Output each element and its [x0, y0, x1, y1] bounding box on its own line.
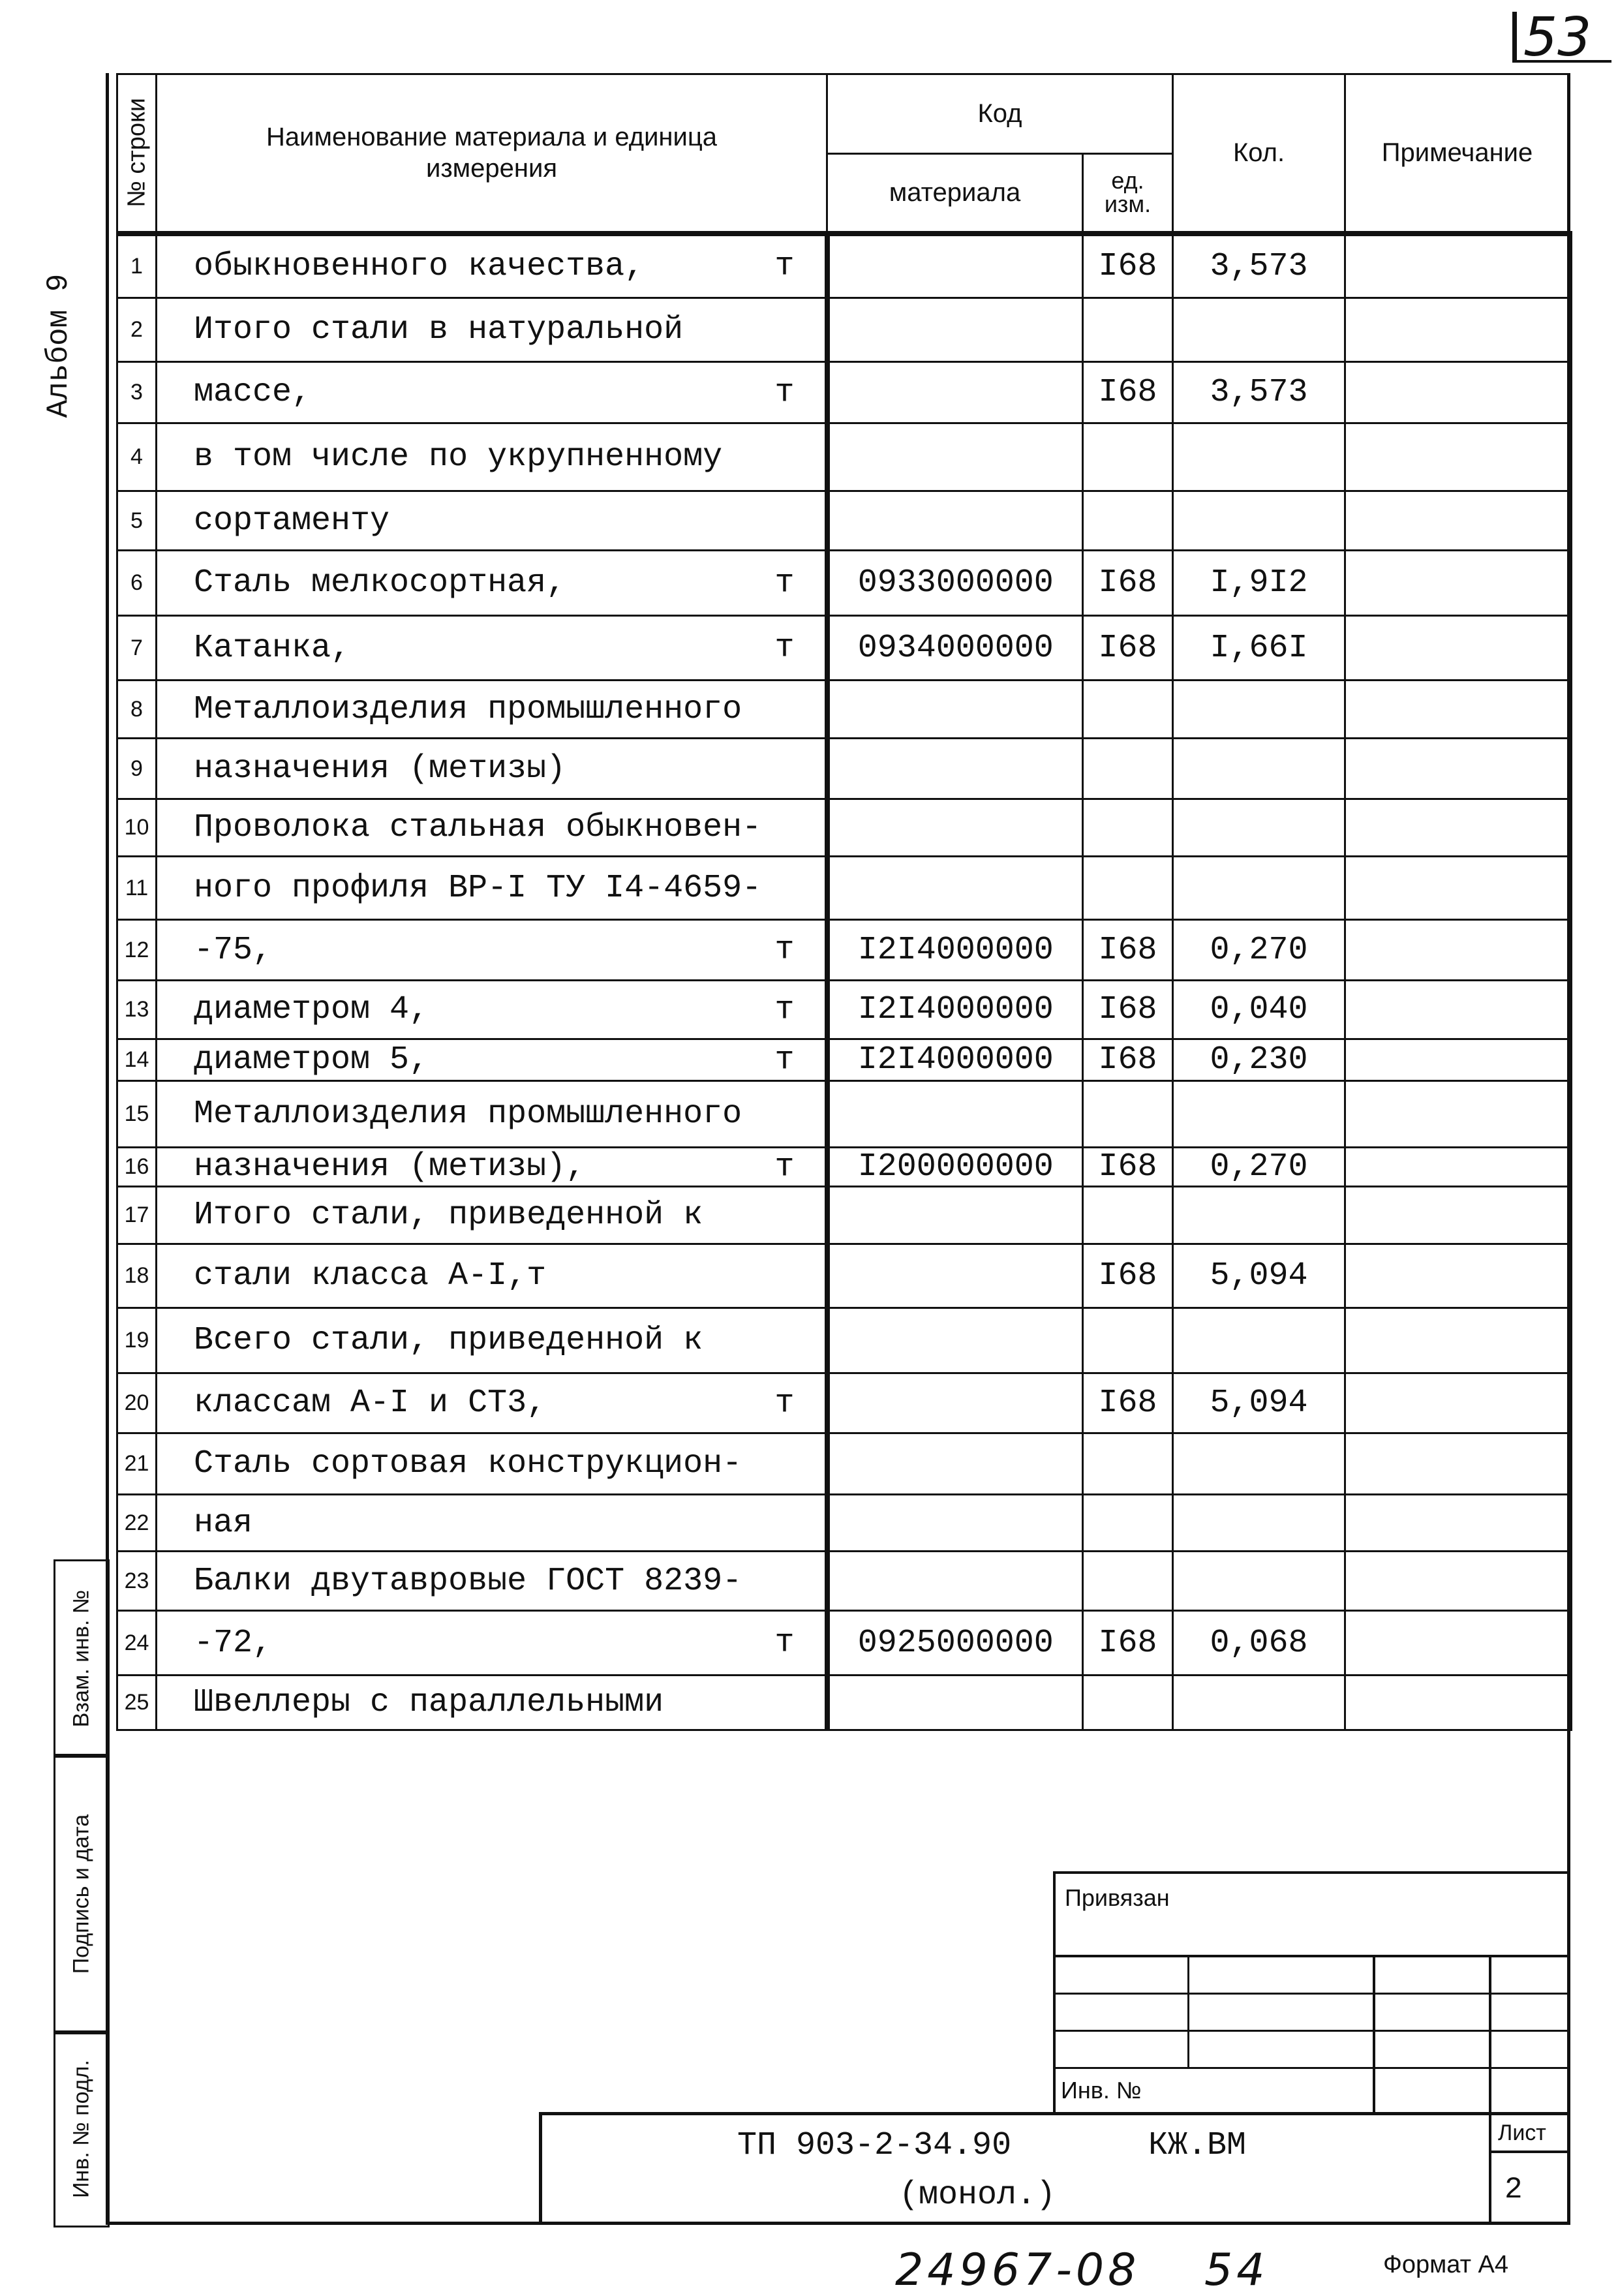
unit-code-cell [1083, 857, 1173, 920]
tb-document-mark: КЖ.ВМ [1148, 2127, 1247, 2164]
table-row [117, 423, 1570, 491]
tb-col-line-2 [1373, 1956, 1375, 2113]
row-number-cell: 18 [117, 1244, 157, 1308]
material-name-text: Швеллеры с параллельными [194, 1684, 664, 1721]
note-cell [1345, 551, 1570, 616]
material-code-cell [827, 1676, 1083, 1730]
unit-code-cell: I68 [1083, 551, 1173, 616]
tb-main-top-line [539, 2112, 1570, 2115]
material-code-cell [827, 423, 1083, 491]
tb-sheet-label: Лист [1498, 2120, 1546, 2145]
note-cell [1345, 739, 1570, 799]
header-note: Примечание [1345, 74, 1570, 234]
quantity-cell [1173, 491, 1345, 551]
note-cell [1345, 681, 1570, 739]
material-name-cell [157, 616, 827, 681]
unit-code-cell [1083, 1495, 1173, 1552]
note-cell [1345, 1552, 1570, 1611]
note-cell [1345, 1244, 1570, 1308]
unit-code-cell: I68 [1083, 920, 1173, 981]
quantity-cell: I,66I [1173, 616, 1345, 681]
material-name-cell [157, 1308, 827, 1373]
album-label [39, 248, 78, 444]
quantity-cell [1173, 1552, 1345, 1611]
material-name-cell [157, 1495, 827, 1552]
unit-code-cell: I68 [1083, 981, 1173, 1039]
note-cell [1345, 1611, 1570, 1676]
unit-code-cell: I68 [1083, 1373, 1173, 1433]
note-cell [1345, 298, 1570, 362]
row-number-cell: 25 [117, 1676, 157, 1730]
unit-word: т [774, 1148, 795, 1186]
unit-code-cell [1083, 1676, 1173, 1730]
unit-code-cell [1083, 799, 1173, 857]
unit-word: т [774, 1041, 795, 1079]
unit-word: т [774, 247, 795, 285]
material-code-cell: I2I4000000 [827, 920, 1083, 981]
unit-code-cell [1083, 1187, 1173, 1244]
note-cell [1345, 1081, 1570, 1148]
handwritten-page-number: 54 [1204, 2244, 1269, 2296]
stamp-sign-date: Подпись и дата [53, 1754, 110, 2034]
material-code-cell [827, 1433, 1083, 1495]
stamp-inv-orig: Инв. № подл. [53, 2030, 110, 2227]
quantity-cell: 0,230 [1173, 1039, 1345, 1081]
note-cell [1345, 491, 1570, 551]
unit-code-cell: I68 [1083, 1039, 1173, 1081]
unit-code-cell [1083, 423, 1173, 491]
material-code-cell: 0925000000 [827, 1611, 1083, 1676]
material-name-text: Металлоизделия промышленного [194, 1095, 742, 1133]
frame-right-line [1567, 73, 1570, 2224]
row-number-cell: 8 [117, 681, 157, 739]
note-cell [1345, 423, 1570, 491]
material-name-cell [157, 491, 827, 551]
row-number-cell: 15 [117, 1081, 157, 1148]
materials-table [116, 73, 1572, 1731]
material-name-text: ная [194, 1504, 253, 1542]
table-row [117, 1611, 1570, 1676]
table-row [117, 298, 1570, 362]
tb-document-code: ТП 903-2-34.90 [737, 2127, 1012, 2164]
material-name-text: Проволока стальная обыкновен- [194, 809, 762, 846]
page-number: 53 [1523, 7, 1592, 69]
unit-code-cell [1083, 298, 1173, 362]
table-row [117, 1676, 1570, 1730]
page-number-bar [1512, 12, 1517, 63]
tb-sheet-number: 2 [1504, 2173, 1523, 2207]
material-code-cell [827, 1552, 1083, 1611]
table-row [117, 1308, 1570, 1373]
row-number-cell: 20 [117, 1373, 157, 1433]
row-number-cell: 14 [117, 1039, 157, 1081]
material-name-cell [157, 551, 827, 616]
quantity-cell [1173, 799, 1345, 857]
header-unit: ед. изм. [1083, 154, 1173, 234]
row-number-cell: 13 [117, 981, 157, 1039]
table-row [117, 920, 1570, 981]
material-name-text: Катанка, [194, 629, 351, 667]
material-code-cell [827, 1373, 1083, 1433]
material-name-text: Всего стали, приведенной к [194, 1322, 703, 1359]
material-code-cell [827, 1187, 1083, 1244]
material-code-cell: 0933000000 [827, 551, 1083, 616]
material-code-cell [827, 857, 1083, 920]
material-name-cell [157, 739, 827, 799]
material-name-cell [157, 1611, 827, 1676]
material-code-cell: 0934000000 [827, 616, 1083, 681]
table-row [117, 1244, 1570, 1308]
material-code-cell: I2I4000000 [827, 1039, 1083, 1081]
material-name-text: диаметром 5, [194, 1041, 429, 1079]
table-row [117, 551, 1570, 616]
material-code-cell [827, 1308, 1083, 1373]
material-name-cell [157, 1081, 827, 1148]
material-code-cell [827, 681, 1083, 739]
quantity-cell [1173, 1495, 1345, 1552]
quantity-cell: 0,040 [1173, 981, 1345, 1039]
material-code-cell [827, 491, 1083, 551]
material-code-cell [827, 234, 1083, 298]
tb-col-line-1 [1187, 1956, 1189, 2068]
unit-word: т [774, 564, 795, 602]
material-code-cell [827, 298, 1083, 362]
row-number-cell: 10 [117, 799, 157, 857]
table-body [117, 234, 1570, 1730]
unit-word: т [774, 374, 795, 411]
unit-code-cell: I68 [1083, 1148, 1173, 1187]
material-name-cell [157, 1039, 827, 1081]
row-number-cell: 7 [117, 616, 157, 681]
material-name-text: назначения (метизы) [194, 750, 566, 788]
unit-word: т [774, 1624, 795, 1662]
note-cell [1345, 616, 1570, 681]
header-material-code: материала [827, 154, 1083, 234]
unit-code-cell [1083, 491, 1173, 551]
row-number-cell: 5 [117, 491, 157, 551]
quantity-cell [1173, 1433, 1345, 1495]
material-code-cell [827, 1244, 1083, 1308]
note-cell [1345, 1187, 1570, 1244]
table-row [117, 1433, 1570, 1495]
tb-document-sub: (монол.) [899, 2177, 1056, 2214]
table-row [117, 799, 1570, 857]
table-row [117, 616, 1570, 681]
unit-word: т [774, 629, 795, 667]
row-number-cell: 21 [117, 1433, 157, 1495]
tb-inv-label: Инв. № [1061, 2077, 1142, 2104]
note-cell [1345, 799, 1570, 857]
material-code-cell [827, 739, 1083, 799]
unit-code-cell: I68 [1083, 234, 1173, 298]
header-row-number: № строки [117, 74, 157, 234]
material-name-text: -72, [194, 1624, 273, 1662]
unit-code-cell: I68 [1083, 362, 1173, 423]
table-row [117, 981, 1570, 1039]
note-cell [1345, 1308, 1570, 1373]
quantity-cell [1173, 298, 1345, 362]
table-row [117, 1373, 1570, 1433]
note-cell [1345, 981, 1570, 1039]
unit-code-cell: I68 [1083, 616, 1173, 681]
row-number-cell: 4 [117, 423, 157, 491]
material-name-cell [157, 1433, 827, 1495]
material-name-text: Балки двутавровые ГОСТ 8239- [194, 1562, 742, 1600]
note-cell [1345, 1495, 1570, 1552]
material-name-cell [157, 1187, 827, 1244]
quantity-cell [1173, 1081, 1345, 1148]
header-quantity: Кол. [1173, 74, 1345, 234]
table-row [117, 491, 1570, 551]
material-name-cell [157, 981, 827, 1039]
row-number-cell: 17 [117, 1187, 157, 1244]
material-name-text: стали класса А-I,т [194, 1257, 547, 1294]
note-cell [1345, 1373, 1570, 1433]
unit-code-cell: I68 [1083, 1244, 1173, 1308]
material-name-cell [157, 298, 827, 362]
unit-word: т [774, 931, 795, 969]
quantity-cell [1173, 423, 1345, 491]
row-number-cell: 1 [117, 234, 157, 298]
frame-bottom-line [106, 2222, 1570, 2225]
quantity-cell [1173, 1676, 1345, 1730]
material-name-cell [157, 1244, 827, 1308]
material-name-text: назначения (метизы), [194, 1148, 586, 1186]
note-cell [1345, 857, 1570, 920]
quantity-cell: 3,573 [1173, 234, 1345, 298]
material-name-cell [157, 1148, 827, 1187]
quantity-cell [1173, 681, 1345, 739]
unit-code-cell [1083, 1308, 1173, 1373]
material-name-cell [157, 920, 827, 981]
quantity-cell: 0,270 [1173, 1148, 1345, 1187]
row-number-cell: 12 [117, 920, 157, 981]
quantity-cell [1173, 1187, 1345, 1244]
format-label: Формат А4 [1383, 2251, 1509, 2278]
material-code-cell [827, 799, 1083, 857]
header-code-group: Код [827, 74, 1173, 154]
frame-left-line [106, 73, 109, 2224]
quantity-cell: 5,094 [1173, 1373, 1345, 1433]
table-row [117, 1081, 1570, 1148]
material-name-text: Сталь сортовая конструкцион- [194, 1445, 742, 1482]
row-number-cell: 24 [117, 1611, 157, 1676]
row-number-cell: 23 [117, 1552, 157, 1611]
quantity-cell [1173, 739, 1345, 799]
material-name-cell [157, 234, 827, 298]
unit-code-cell [1083, 1552, 1173, 1611]
quantity-cell [1173, 1308, 1345, 1373]
unit-code-cell: I68 [1083, 1611, 1173, 1676]
album-text: Альбом 9 [42, 273, 76, 418]
table-row [117, 234, 1570, 298]
tb-top-line [1053, 1871, 1568, 1874]
material-code-cell: I2I4000000 [827, 981, 1083, 1039]
material-name-text: Сталь мелкосортная, [194, 564, 566, 602]
tb-col-line-3 [1489, 1956, 1491, 2224]
material-code-cell [827, 1081, 1083, 1148]
note-cell [1345, 234, 1570, 298]
material-name-cell [157, 423, 827, 491]
material-name-cell [157, 799, 827, 857]
table-row [117, 362, 1570, 423]
note-cell [1345, 362, 1570, 423]
material-name-text: -75, [194, 931, 273, 969]
material-name-text: обыкновенного качества, [194, 247, 645, 285]
material-code-cell: I200000000 [827, 1148, 1083, 1187]
stamp-replace-inv: Взам. инв. № [53, 1559, 110, 1758]
note-cell [1345, 1676, 1570, 1730]
row-number-cell: 11 [117, 857, 157, 920]
quantity-cell [1173, 857, 1345, 920]
table-row [117, 1039, 1570, 1081]
unit-code-cell [1083, 739, 1173, 799]
quantity-cell: 3,573 [1173, 362, 1345, 423]
table-row [117, 857, 1570, 920]
material-name-cell [157, 362, 827, 423]
unit-word: т [774, 991, 795, 1028]
material-name-text: классам А-I и СТ3, [194, 1385, 547, 1422]
table-row [117, 1148, 1570, 1187]
table-row [117, 739, 1570, 799]
handwritten-archive-number: 24967-08 [895, 2244, 1140, 2296]
quantity-cell: 0,270 [1173, 920, 1345, 981]
material-code-cell [827, 1495, 1083, 1552]
quantity-cell: 0,068 [1173, 1611, 1345, 1676]
tb-bound-label: Привязан [1065, 1884, 1170, 1911]
note-cell [1345, 1148, 1570, 1187]
material-name-cell [157, 1676, 827, 1730]
tb-sheet-line [1489, 2151, 1570, 2153]
material-name-cell [157, 1373, 827, 1433]
note-cell [1345, 920, 1570, 981]
material-name-text: в том числе по укрупненному [194, 438, 723, 476]
quantity-cell: I,9I2 [1173, 551, 1345, 616]
material-code-cell [827, 362, 1083, 423]
table-row [117, 1187, 1570, 1244]
table-row [117, 1552, 1570, 1611]
quantity-cell: 5,094 [1173, 1244, 1345, 1308]
note-cell [1345, 1433, 1570, 1495]
unit-word: т [774, 1385, 795, 1422]
material-name-text: ного профиля ВР-I ТУ I4-4659- [194, 869, 762, 907]
row-number-cell: 16 [117, 1148, 157, 1187]
material-name-text: диаметром 4, [194, 991, 429, 1028]
row-number-cell: 2 [117, 298, 157, 362]
material-name-text: Итого стали, приведенной к [194, 1197, 703, 1234]
table-header [117, 74, 1570, 234]
row-number-cell: 22 [117, 1495, 157, 1552]
material-name-text: сортаменту [194, 502, 390, 540]
unit-code-cell [1083, 1081, 1173, 1148]
row-number-cell: 19 [117, 1308, 157, 1373]
material-name-cell [157, 857, 827, 920]
unit-code-cell [1083, 681, 1173, 739]
material-name-cell [157, 1552, 827, 1611]
note-cell [1345, 1039, 1570, 1081]
unit-code-cell [1083, 1433, 1173, 1495]
material-name-text: массе, [194, 374, 312, 411]
table-row [117, 1495, 1570, 1552]
row-number-cell: 3 [117, 362, 157, 423]
row-number-cell: 9 [117, 739, 157, 799]
row-number-cell: 6 [117, 551, 157, 616]
table-row [117, 681, 1570, 739]
material-name-text: Металлоизделия промышленного [194, 690, 742, 728]
tb-main-left-line [539, 2112, 542, 2224]
material-name-cell [157, 681, 827, 739]
header-material-name: Наименование материала и единица измерения [157, 74, 827, 234]
material-name-text: Итого стали в натуральной [194, 311, 684, 348]
